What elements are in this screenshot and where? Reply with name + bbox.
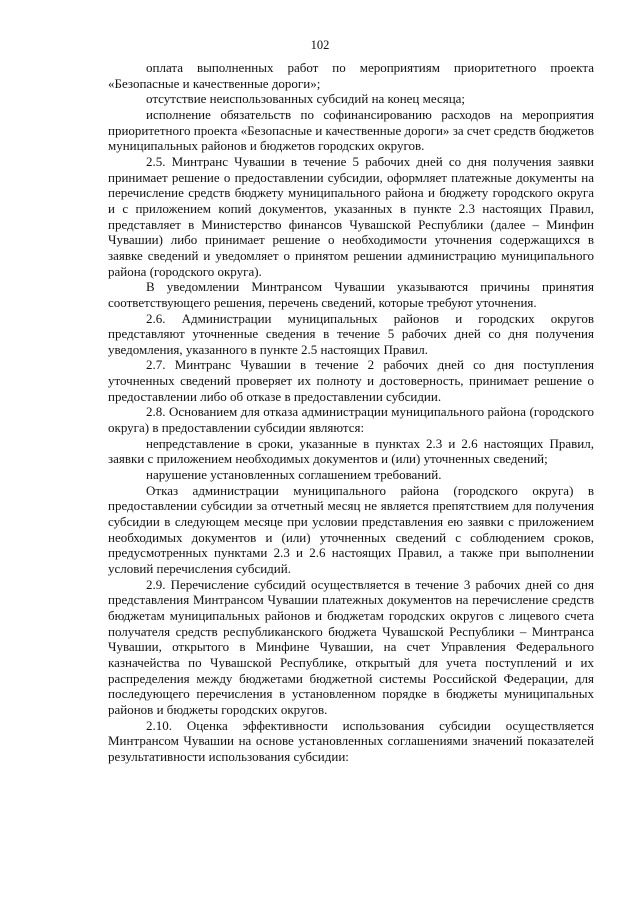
paragraph: 2.8. Основанием для отказа администрации муниципального района (городского округа) в предоставлении субсидии являются:: [108, 404, 594, 436]
body-text: [108, 60, 594, 765]
paragraph: отсутствие неиспользованных субсидий на конец месяца;: [146, 91, 466, 107]
paragraph: непредставление в сроки, указанные в пунктах 2.3 и 2.6 настоящих Правил, заявки с приложением необходимых документов и (или) уточненных сведений;: [108, 435, 594, 467]
paragraph: 2.7. Минтранс Чувашии в течение 2 рабочих дней со дня поступления уточненных сведений проверяет их полноту и достоверность, принимает решение о предоставлении либо об отказе в предоставлении субсидии.: [108, 357, 594, 404]
paragraph: Отказ администрации муниципального района (городского округа) в предоставлении субсидии за отчетный месяц не является препятствием для получения субсидии в следующем месяце при условии представления ею заявки с приложением необходимых документов и (или) уточненных сведений с соблюдением сроков, предусмотренных пунктами 2.3 и 2.6 настоящих Правил, а также при выполнении условий перечисления субсидий.: [108, 482, 594, 576]
paragraph: 2.9. Перечисление субсидий осуществляется в течение 3 рабочих дней со дня представления Минтрансом Чувашии платежных документов на перечисление средств бюджетам муниципальных районов и бюджетам городских округов с лицевого счета получателя средств республиканского бюджета Чувашской Республики – Минтранса Чувашии, открытого в Минфине Чувашии, на счет Управления Федерального казначейства по Чувашской Республике, открытый для учета поступлений и их распределения между бюджетами бюджетной системы Российской Федерации, для последующего перечисления в установленном порядке в бюджеты муниципальных районов и бюджеты городских округов.: [108, 576, 594, 717]
paragraph: 2.10. Оценка эффективности использования субсидии осуществляется Минтрансом Чувашии на основе установленных соглашениями значений показателей результативности использования субсидии:: [108, 717, 594, 764]
paragraph: оплата выполненных работ по мероприятиям приоритетного проекта «Безопасные и качественные дороги»;: [108, 60, 594, 91]
paragraph: исполнение обязательств по софинансированию расходов на мероприятия приоритетного проекта «Безопасные и качественные дороги» за счет средств бюджетов муниципальных районов и бюджетов городских округов.: [108, 106, 594, 154]
page-number: 102: [310, 38, 330, 52]
paragraph: В уведомлении Минтрансом Чувашии указываются причины принятия соответствующего решения, перечень сведений, которые требуют уточнения.: [108, 279, 594, 310]
paragraph: нарушение установленных соглашением требований.: [146, 467, 442, 483]
paragraph: 2.5. Минтранс Чувашии в течение 5 рабочих дней со дня получения заявки принимает решение о предоставлении субсидии, оформляет платежные документы на перечисление средств бюджету муниципального района и бюджету городского округа и с приложением копий документов, указанных в пункте 2.3 настоящих Правил, представляет в Министерство финансов Чувашской Республики (далее – Минфин Чувашии) либо принимает решение о необходимости уточнения содержащихся в заявке сведений и уведомляет о принятом решении администрацию муниципального района (городского округа).: [108, 153, 594, 279]
paragraph: 2.6. Администрации муниципальных районов и городских округов представляют уточненные сведения в течение 5 рабочих дней со дня получения уведомления, указанного в пункте 2.5 настоящих Правил.: [108, 310, 594, 357]
